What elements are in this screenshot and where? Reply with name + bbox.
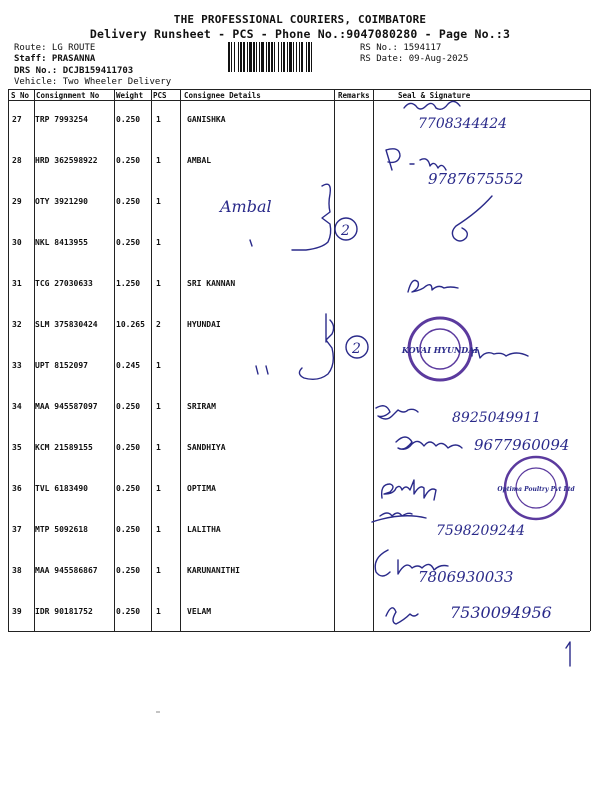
handwritten-phone-row28: 9787675552 [428, 170, 524, 188]
handwritten-phone-row37: 7598209244 [436, 523, 526, 539]
row-pcs: 1 [156, 607, 161, 616]
handwritten-phone-row27: 7708344424 [418, 116, 508, 132]
route-label: Route: LG ROUTE [14, 43, 96, 53]
row-consignment: MTP 5092618 [35, 525, 88, 534]
row-pcs: 1 [156, 156, 161, 165]
table-row [8, 511, 590, 552]
barcode-bar [253, 42, 255, 72]
handwritten-phone-row35: 9677960094 [474, 436, 570, 454]
row-weight: 0.250 [116, 197, 141, 206]
row-pcs: 1 [156, 279, 161, 288]
row-weight: 0.250 [116, 607, 141, 616]
row-sno: 38 [12, 566, 22, 575]
barcode-bar [261, 42, 264, 72]
header-sno: S No [11, 91, 30, 100]
table-row [8, 388, 590, 429]
row-pcs: 1 [156, 525, 161, 534]
row-consignment: HRD 362598922 [35, 156, 98, 165]
row-sno: 36 [12, 484, 22, 493]
row-pcs: 1 [156, 238, 161, 247]
handwritten-phone-row39: 7530094956 [450, 603, 552, 622]
row-consignee: GANISHKA [187, 115, 226, 124]
row-sno: 28 [12, 156, 22, 165]
barcode-bar [311, 42, 312, 72]
row-consignment: SLM 375830424 [35, 320, 98, 329]
row-pcs: 1 [156, 566, 161, 575]
barcode-bar [266, 42, 267, 72]
row-consignment: KCM 21589155 [35, 443, 93, 452]
header-weight: Weight [116, 91, 144, 100]
row-consignee: HYUNDAI [187, 320, 221, 329]
barcode-bar [243, 42, 245, 72]
barcode [228, 42, 356, 72]
row-sno: 35 [12, 443, 22, 452]
staff-label: Staff: PRASANNA [14, 54, 96, 64]
header-consignee: Consignee Details [184, 91, 261, 100]
drs-number: DRS No.: DCJB159411703 [14, 66, 134, 76]
barcode-bar [289, 42, 292, 72]
table-row [8, 306, 590, 347]
barcode-bar [301, 42, 303, 72]
stamp-text-optima: Optima Poultry Pvt Ltd [497, 486, 575, 493]
row-consignee: SANDHIYA [187, 443, 226, 452]
barcode-bar [238, 42, 239, 72]
header-consignment: Consignment No [36, 91, 100, 100]
barcode-bar [231, 42, 232, 72]
barcode-bar [287, 42, 288, 72]
table-row [8, 552, 590, 593]
row-consignee: KARUNANITHI [187, 566, 240, 575]
col-divider [590, 89, 591, 631]
row-consignee: AMBAL [187, 156, 212, 165]
barcode-bar [249, 42, 252, 72]
handwritten-phone-row34: 8925049911 [452, 410, 542, 426]
barcode-bar [299, 42, 300, 72]
row-consignee: SRIRAM [187, 402, 216, 411]
table-row [8, 224, 590, 265]
barcode-bar [306, 42, 307, 72]
table-row [8, 593, 590, 634]
header-seal-signature: Seal & Signature [398, 91, 471, 100]
barcode-bar [308, 42, 310, 72]
row-consignment: MAA 945587097 [35, 402, 98, 411]
handwritten-phone-row38: 7806930033 [418, 568, 514, 586]
barcode-bar [256, 42, 257, 72]
header-remarks: Remarks [338, 91, 370, 100]
row-consignment: UPT 8152097 [35, 361, 88, 370]
row-pcs: 1 [156, 361, 161, 370]
row-pcs: 2 [156, 320, 161, 329]
ink-mark [566, 642, 570, 666]
row-sno: 31 [12, 279, 22, 288]
table-row [8, 470, 590, 511]
row-sno: 32 [12, 320, 22, 329]
row-pcs: 1 [156, 443, 161, 452]
row-consignment: TRP 7993254 [35, 115, 88, 124]
row-consignment: OTY 3921290 [35, 197, 88, 206]
barcode-bar [293, 42, 294, 72]
row-weight: 0.250 [116, 443, 141, 452]
barcode-bar [240, 42, 242, 72]
row-consignee: VELAM [187, 607, 212, 616]
table-top-rule [8, 89, 590, 90]
row-pcs: 1 [156, 197, 161, 206]
row-pcs: 1 [156, 115, 161, 124]
row-weight: 0.250 [116, 402, 141, 411]
table-row [8, 142, 590, 183]
barcode-bar [271, 42, 273, 72]
stamp-text-hyundai: KOVAI HYUNDAI [401, 345, 479, 355]
row-weight: 0.250 [116, 156, 141, 165]
vehicle-label: Vehicle: Two Wheeler Delivery [14, 77, 172, 87]
company-title: THE PROFESSIONAL COURIERS, COIMBATORE [173, 13, 427, 26]
row-weight: 0.245 [116, 361, 141, 370]
table-row [8, 429, 590, 470]
row-pcs: 1 [156, 484, 161, 493]
row-weight: 0.250 [116, 566, 141, 575]
table-row [8, 347, 590, 388]
row-sno: 37 [12, 525, 22, 534]
table-row [8, 265, 590, 306]
rs-number: RS No.: 1594117 [360, 43, 442, 53]
row-consignment: NKL 8413955 [35, 238, 88, 247]
row-sno: 30 [12, 238, 22, 247]
barcode-bar [274, 42, 275, 72]
row-sno: 39 [12, 607, 22, 616]
row-weight: 0.250 [116, 525, 141, 534]
row-pcs: 1 [156, 402, 161, 411]
group-count-32-33: 2 [352, 341, 361, 357]
table-row [8, 183, 590, 224]
header-pcs: PCS [153, 91, 167, 100]
barcode-bar [228, 42, 230, 72]
row-consignee: LALITHA [187, 525, 221, 534]
runsheet-subtitle: Delivery Runsheet - PCS - Phone No.:9047080280 - Page No.:3 [89, 27, 511, 41]
barcode-bar [234, 42, 235, 72]
row-consignee: SRI KANNAN [187, 279, 236, 288]
row-consignment: TVL 6183490 [35, 484, 88, 493]
row-weight: 1.250 [116, 279, 141, 288]
row-sno: 34 [12, 402, 22, 411]
row-weight: 0.250 [116, 484, 141, 493]
barcode-bar [283, 42, 285, 72]
row-weight: 0.250 [116, 238, 141, 247]
row-weight: 0.250 [116, 115, 141, 124]
table-row [8, 101, 590, 142]
row-sno: 27 [12, 115, 22, 124]
rs-date: RS Date: 09-Aug-2025 [360, 54, 469, 64]
row-consignment: IDR 90181752 [35, 607, 93, 616]
handwritten-note-row29: Ambal [220, 197, 272, 216]
barcode-bar [281, 42, 282, 72]
barcode-bar [296, 42, 297, 72]
row-consignee: OPTIMA [187, 484, 216, 493]
barcode-bar [259, 42, 260, 72]
row-sno: 29 [12, 197, 22, 206]
row-consignment: MAA 945586867 [35, 566, 98, 575]
group-count-29-30: 2 [341, 223, 350, 239]
barcode-bar [278, 42, 279, 72]
row-weight: 10.265 [116, 320, 145, 329]
barcode-bar [268, 42, 270, 72]
row-sno: 33 [12, 361, 22, 370]
row-consignment: TCG 27030633 [35, 279, 93, 288]
barcode-bar [247, 42, 248, 72]
